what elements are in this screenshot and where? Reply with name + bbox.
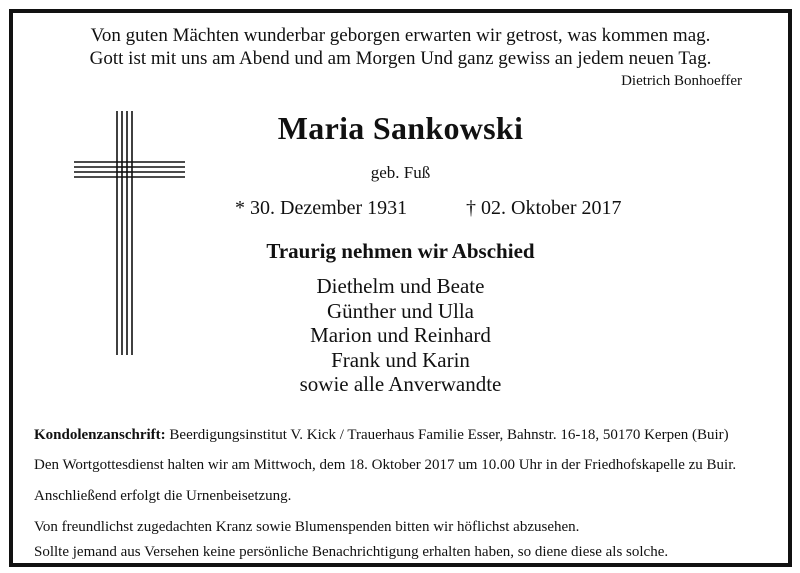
quote-line-2: Gott ist mit uns am Abend und am Morgen Und ganz gewiss an jedem neuen Tag. (89, 48, 712, 69)
mourner-entry: Günther und Ulla (327, 298, 474, 323)
condolence-label: Kondolenzanschrift: (34, 427, 166, 443)
mourner-entry: Frank und Karin (331, 347, 470, 372)
flowers-info: Von freundlichst zugedachten Kranz sowie Blumenspenden bitten wir höflichst abzusehen. (34, 519, 580, 535)
birth-name: geb. Fuß (370, 163, 431, 182)
urn-info: Anschließend erfolgt die Urnenbeisetzung. (34, 488, 292, 504)
condolence-text: Beerdigungsinstitut V. Kick / Trauerhaus Familie Esser, Bahnstr. 16-18, 50170 Kerpen (Buir) (165, 427, 729, 443)
birth-date: * 30. Dezember 1931 (235, 197, 408, 219)
service-info: Den Wortgottesdienst halten wir am Mittwoch, dem 18. Oktober 2017 um 10.00 Uhr in der Friedhofskapelle zu Buir. (34, 457, 737, 473)
mourner-entry: sowie alle Anverwandte (299, 372, 502, 396)
mourner-entry: Marion und Reinhard (310, 323, 491, 347)
death-date: † 02. Oktober 2017 (466, 197, 622, 219)
mourner-entry: Diethelm und Beate (316, 274, 485, 298)
quote-author: Dietrich Bonhoeffer (621, 73, 742, 89)
mourners-list (13, 274, 788, 397)
quote-line-1: Von guten Mächten wunderbar geborgen erwarten wir getrost, was kommen mag. (90, 25, 711, 46)
farewell-heading: Traurig nehmen wir Abschied (266, 239, 535, 263)
deceased-name: Maria Sankowski (277, 110, 524, 146)
obituary-frame (9, 9, 792, 567)
notification-info: Sollte jemand aus Versehen keine persönliche Benachrichtigung erhalten haben, so diene diese als solche. (34, 544, 669, 560)
condolence-address (34, 427, 729, 444)
